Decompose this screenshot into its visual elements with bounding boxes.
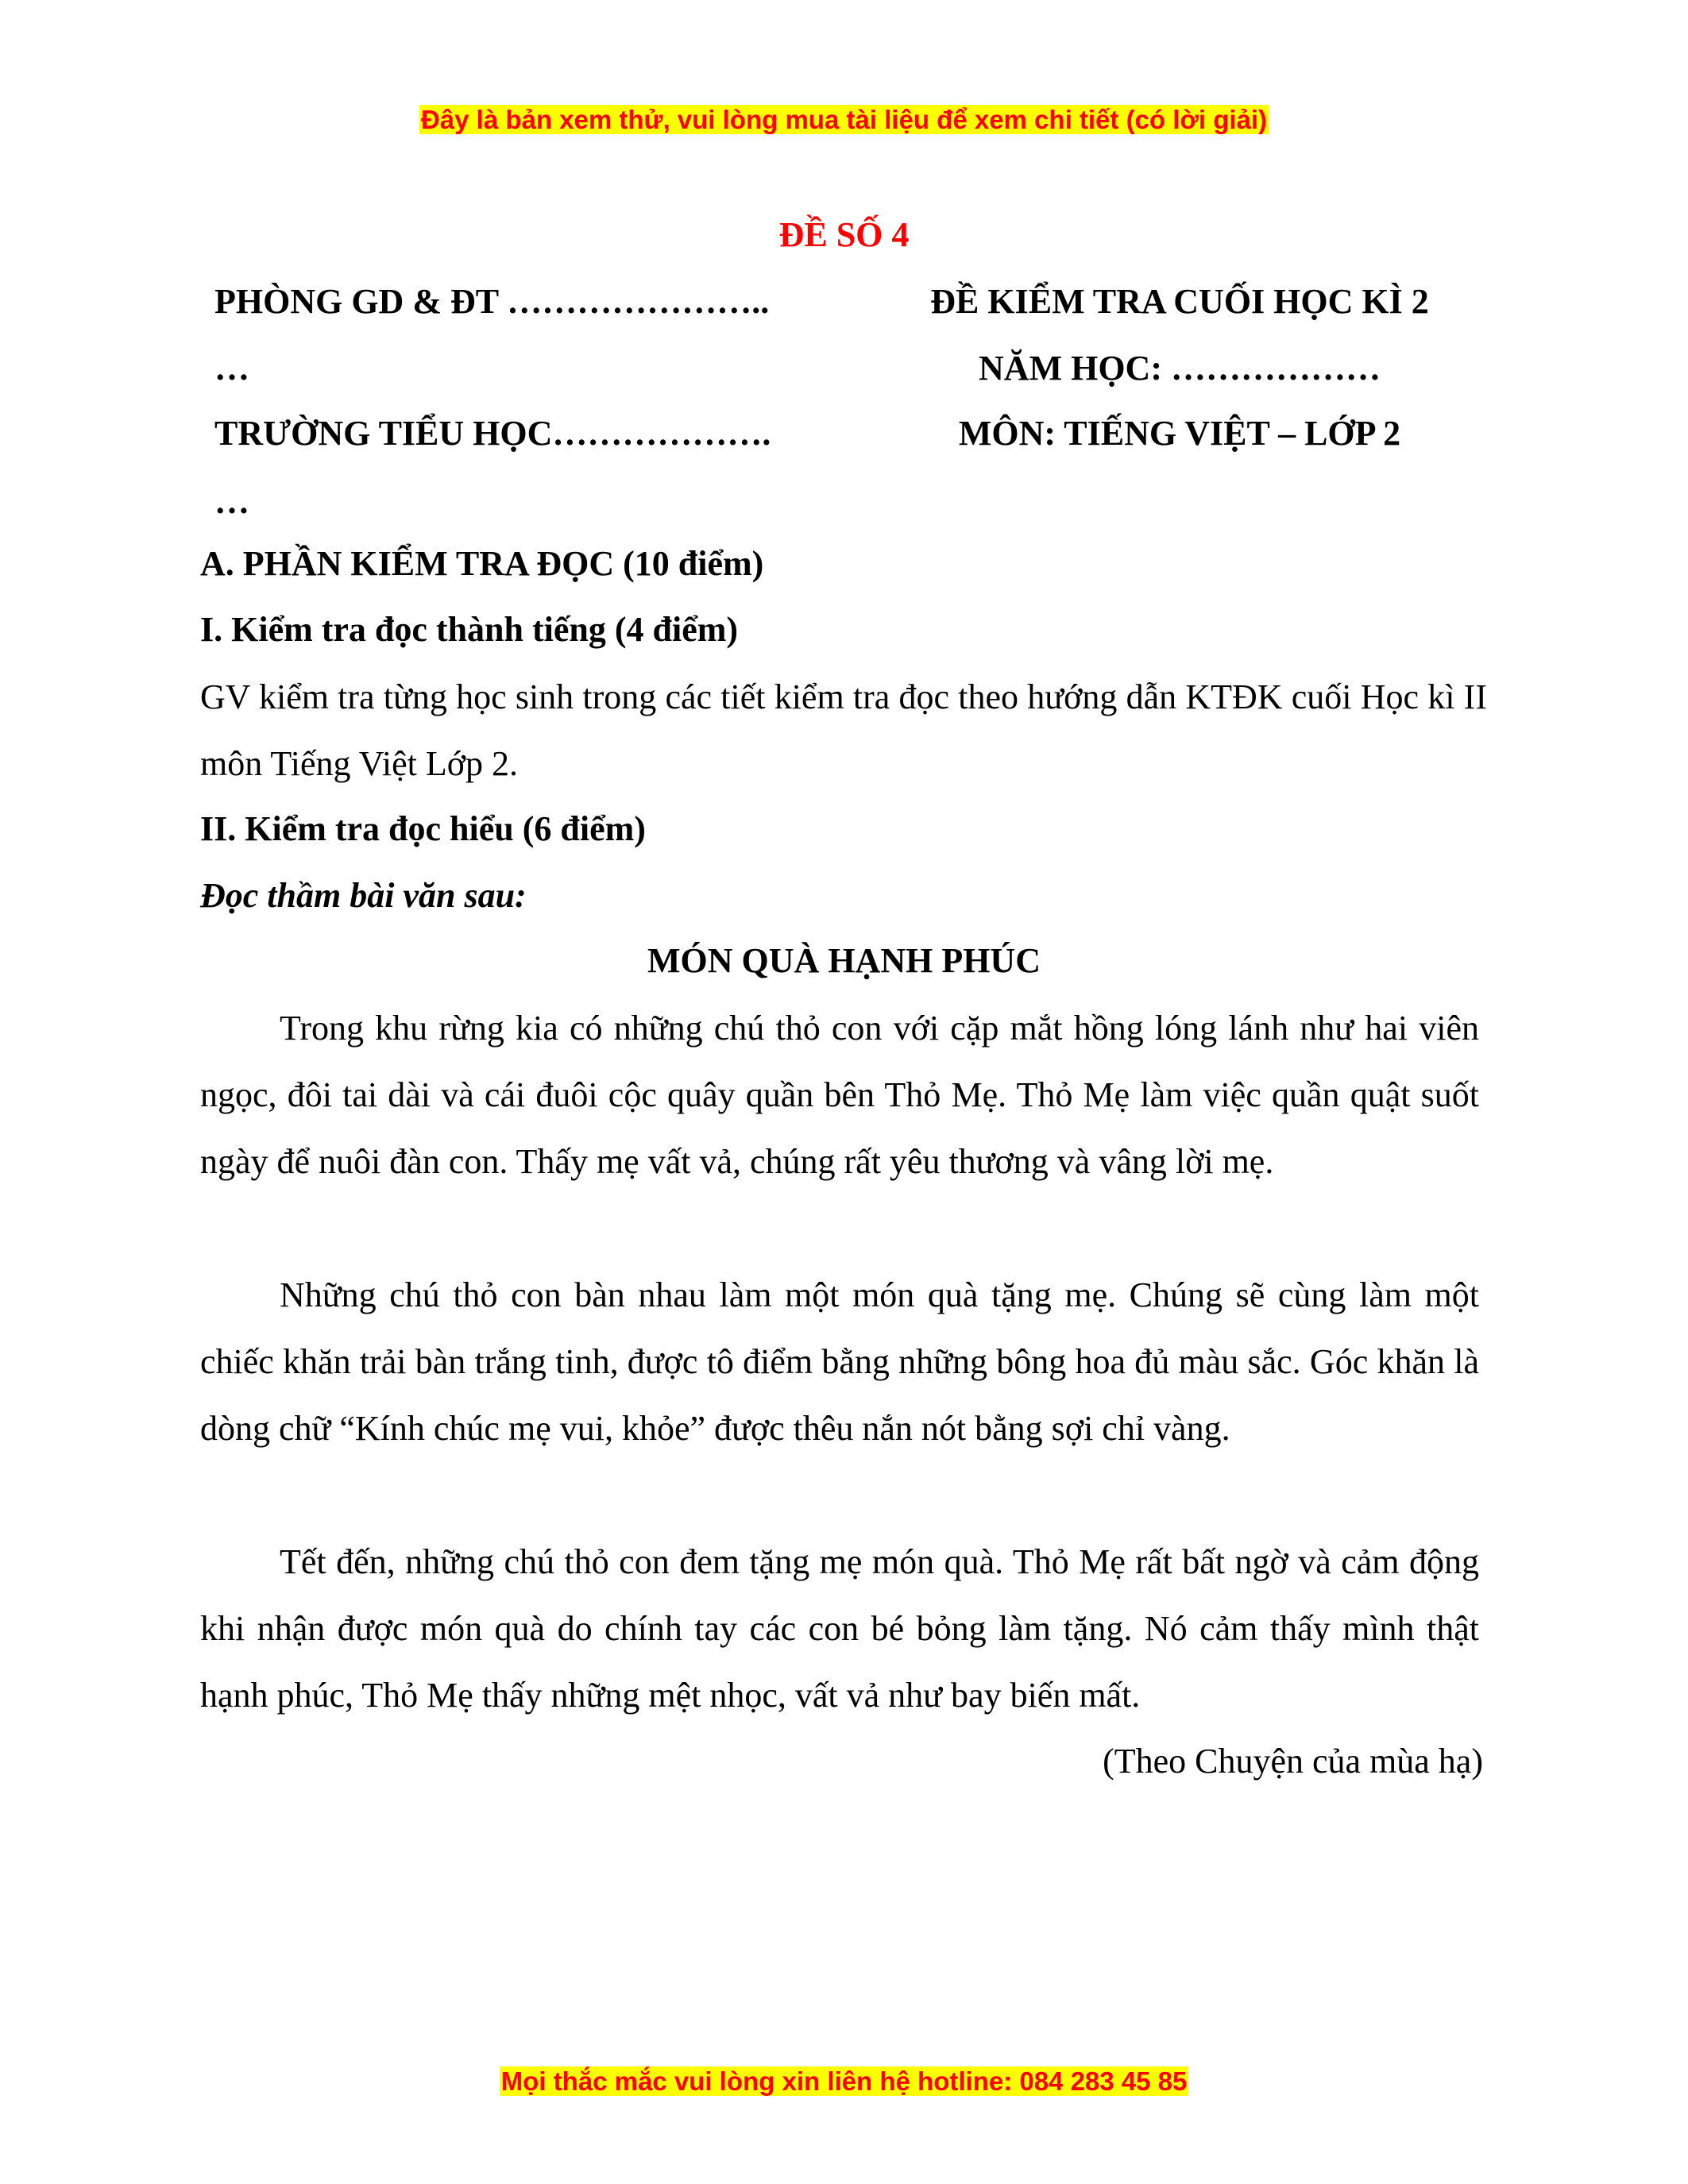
section-2-heading: II. Kiểm tra đọc hiểu (6 điểm) [200,809,646,848]
section-a-heading: A. PHẦN KIỂM TRA ĐỌC (10 điểm) [200,544,764,583]
department-line: PHÒNG GD & ĐT ………………….. [214,282,770,321]
story-paragraph-1: Trong khu rừng kia có những chú thỏ con với cặp mắt hồng lóng lánh như hai viên ngọc, đôi tai dài và cái đuôi cộc quây quần bên Thỏ Mẹ. Thỏ Mẹ làm việc quần quật suốt ngày để nuôi đàn con. Thấy mẹ vất vả, chúng rất yêu thương và vâng lời mẹ. [200,1009,1479,1181]
section-1-heading: I. Kiểm tra đọc thành tiếng (4 điểm) [200,610,739,649]
story-title: MÓN QUÀ HẠNH PHÚC [647,941,1041,980]
hotline-text: Mọi thắc mắc vui lòng xin liên hệ hotline: 084 283 45 85 [500,2066,1188,2096]
section-1-description: GV kiểm tra từng học sinh trong các tiết kiểm tra đọc theo hướng dẫn KTĐK cuối Học kì II môn Tiếng Việt Lớp 2. [200,677,1487,783]
reading-instruction: Đọc thầm bài văn sau: [200,876,527,915]
school-line-cont: … [214,482,249,521]
story-paragraph-3: Tết đến, những chú thỏ con đem tặng mẹ món quà. Thỏ Mẹ rất bất ngờ và cảm động khi nhận được món quà do chính tay các con bé bỏng làm tặng. Nó cảm thấy mình thật hạnh phúc, Thỏ Mẹ thấy những mệt nhọc, vất vả như bay biến mất. [200,1542,1479,1715]
exam-heading: ĐỀ KIỂM TRA CUỐI HỌC KÌ 2 [930,282,1429,321]
hotline-banner [0,2065,1688,2098]
school-year-line: NĂM HỌC: ……………… [979,349,1381,388]
preview-notice-banner [0,103,1688,137]
story-paragraph-2: Những chú thỏ con bàn nhau làm một món quà tặng mẹ. Chúng sẽ cùng làm một chiếc khăn trải bàn trắng tinh, được tô điểm bằng những bông hoa đủ màu sắc. Góc khăn là dòng chữ “Kính chúc mẹ vui, khỏe” được thêu nắn nót bằng sợi chỉ vàng. [200,1275,1479,1448]
story-source: (Theo Chuyện của mùa hạ) [1103,1742,1483,1781]
subject-line: MÔN: TIẾNG VIỆT – LỚP 2 [958,414,1401,453]
exam-number-title: ĐỀ SỐ 4 [778,215,910,254]
school-line: TRƯỜNG TIỂU HỌC………………. [214,414,771,453]
preview-notice-text: Đây là bản xem thử, vui lòng mua tài liệu để xem chi tiết (có lời giải) [420,105,1268,134]
department-line-cont: … [214,349,249,388]
